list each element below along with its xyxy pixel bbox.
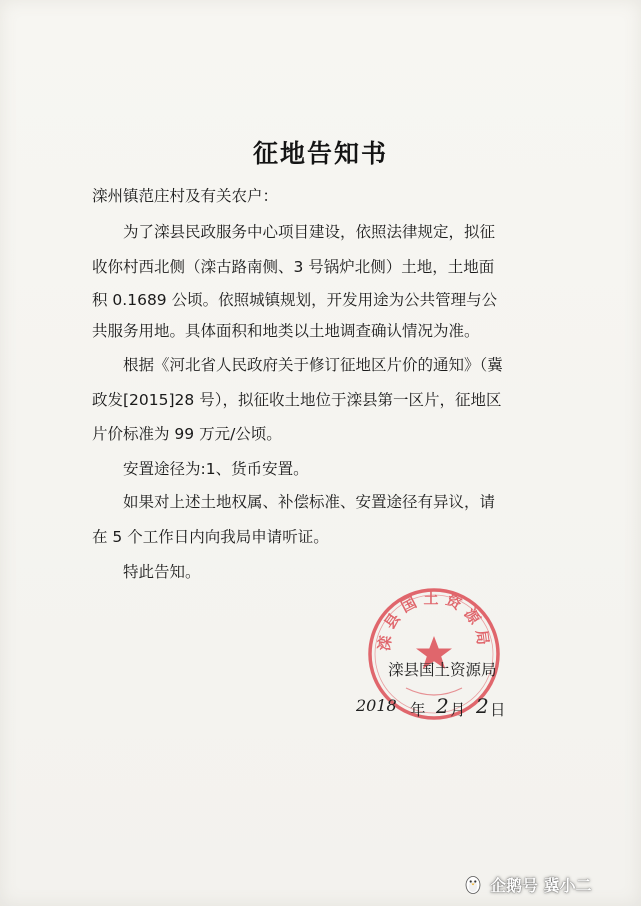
date-day-label: 日 [490,701,506,719]
paragraph-3-line-1: 安置途径为:1、货币安置。 [123,460,309,478]
salutation: 滦州镇范庄村及有关农户： [92,187,279,205]
paragraph-2-line-3: 片价标准为 99 万元/公顷。 [92,425,282,443]
paragraph-4-line-1: 如果对上述土地权属、补偿标准、安置途径有异议，请 [123,493,496,511]
seal-text: 滦县国土资源局 [375,588,493,652]
date-year-handwritten: 2018 [356,696,397,715]
watermark [462,872,592,896]
date-month-handwritten: 2 [436,694,449,718]
date-month-label: 月 [450,701,466,719]
paragraph-4-line-2: 在 5 个工作日内向我局申请听证。 [92,528,329,546]
paragraph-1-line-4: 共服务用地。具体面积和地类以土地调查确认情况为准。 [92,322,480,340]
date-year-label: 年 [410,701,426,719]
penguin-icon [462,873,484,895]
paragraph-1-line-2: 收你村西北侧（滦古路南侧、3 号锅炉北侧）土地，土地面 [92,258,495,276]
watermark-text: 企鹅号 冀小二 [490,875,592,895]
document-title: 征地告知书 [252,139,388,168]
paragraph-2-line-2: 政发[2015]28 号），拟征收土地位于滦县第一区片，征地区 [92,391,502,409]
paragraph-5-line-1: 特此告知。 [123,563,201,581]
signature-date [356,694,526,722]
paragraph-1-line-3: 积 0.1689 公顷。依照城镇规划，开发用途为公共管理与公 [92,291,498,309]
paragraph-1-line-1: 为了滦县民政服务中心项目建设，依照法律规定，拟征 [123,223,496,241]
signature-organization: 滦县国土资源局 [388,661,497,679]
paragraph-2-line-1: 根据《河北省人民政府关于修订征地区片价的通知》（冀 [123,356,503,374]
date-day-handwritten: 2 [476,694,489,718]
